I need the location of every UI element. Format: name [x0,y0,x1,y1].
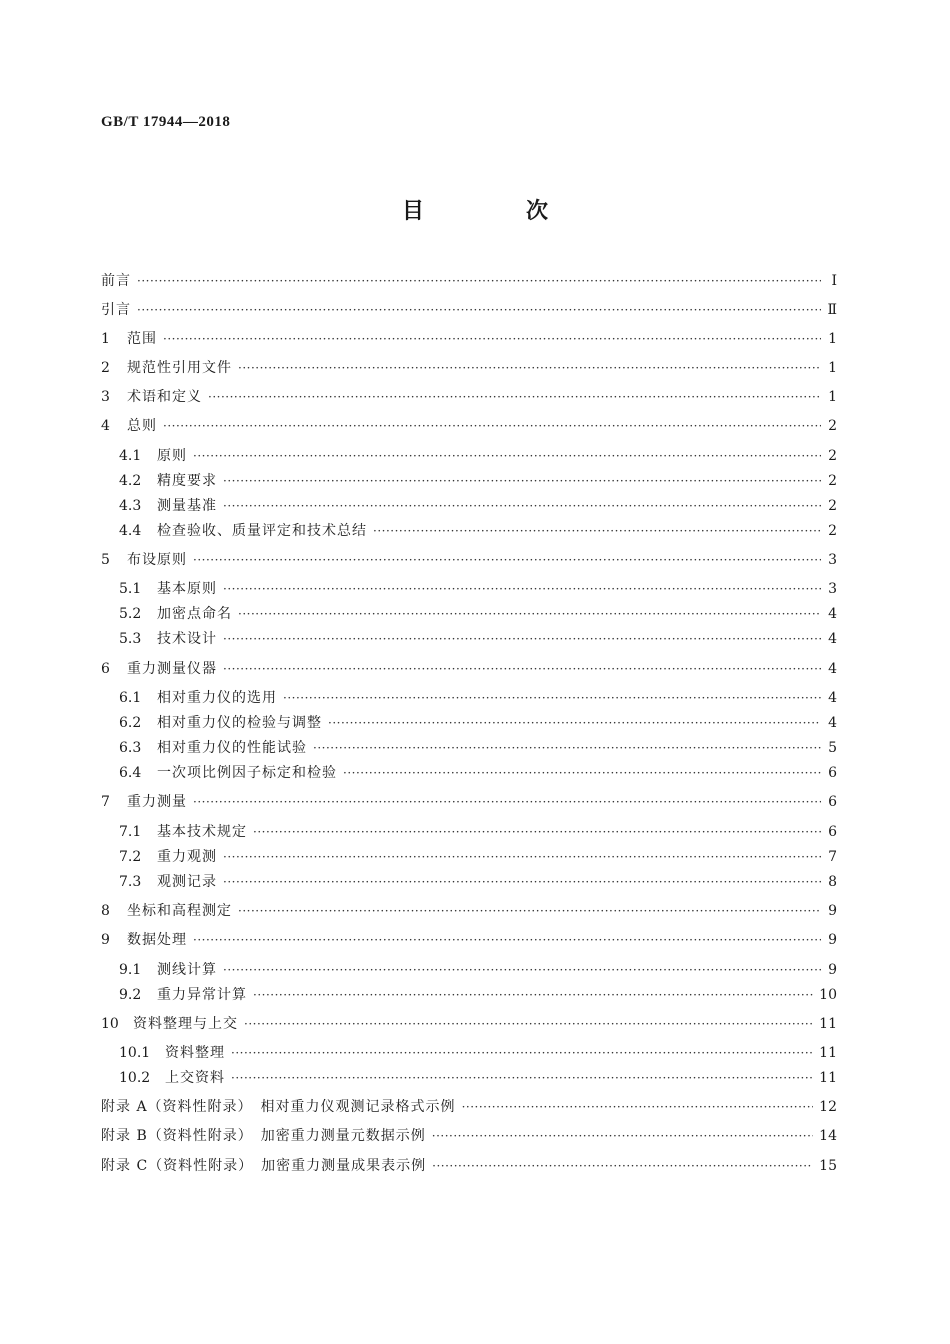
toc-entry-page: 14 [819,1128,837,1144]
toc-entry-page: 7 [828,849,837,865]
toc-entry-number: 5.3 [119,631,142,647]
toc-entry[interactable] [119,578,837,600]
toc-entry-title: 加密点命名 [157,606,232,622]
toc-entry[interactable] [101,549,837,571]
toc-entry[interactable] [101,929,837,951]
toc-entry-title: 重力测量仪器 [127,661,217,677]
toc-dot-leader [163,328,821,350]
toc-entry-title: 相对重力仪的选用 [157,690,277,706]
toc-entry-number: 5 [101,552,110,568]
toc-dot-leader [223,495,821,517]
toc-dot-leader [193,445,821,467]
toc-entry[interactable] [101,270,837,292]
toc-entry-title: 技术设计 [157,631,217,647]
toc-entry-title: 测量基准 [157,498,217,514]
toc-entry[interactable] [101,299,837,321]
toc-entry-title: 观测记录 [157,874,217,890]
toc-dot-leader [238,603,821,625]
toc-entry-title: 检查验收、质量评定和技术总结 [157,523,367,539]
toc-dot-leader [238,357,821,379]
toc-entry-number: 1 [101,331,110,347]
toc-dot-leader [223,578,821,600]
toc-entry[interactable] [119,871,837,893]
toc-dot-leader [223,628,821,650]
toc-dot-leader [193,791,821,813]
toc-entry-number: 6.2 [119,715,142,731]
toc-entry-page: 9 [828,903,837,919]
toc-entry[interactable] [119,762,837,784]
toc-entry-page: 4 [828,661,837,677]
toc-entry-title: 坐标和高程测定 [127,903,232,919]
toc-dot-leader [193,549,821,571]
toc-entry-page: 12 [819,1099,837,1115]
toc-dot-leader [223,470,821,492]
toc-entry-page: 6 [828,794,837,810]
toc-dot-leader [223,658,821,680]
toc-entry-number: 7.2 [119,849,142,865]
toc-entry-title: 规范性引用文件 [127,360,232,376]
toc-entry-page: 1 [828,360,837,376]
toc-entry-number: 6.3 [119,740,142,756]
toc-dot-leader [313,737,821,759]
toc-entry-number: 4 [101,418,110,434]
toc-entry-title: 相对重力仪的检验与调整 [157,715,322,731]
toc-entry-title: 重力观测 [157,849,217,865]
toc-entry-number: 4.3 [119,498,142,514]
toc-entry-number: 3 [101,389,110,405]
toc-title: 目 次 [401,198,588,224]
toc-dot-leader [343,762,821,784]
toc-entry-number: 7.1 [119,824,142,840]
toc-entry[interactable] [101,1013,837,1035]
toc-entry-title: 重力异常计算 [157,987,247,1003]
toc-entry[interactable] [119,1042,837,1064]
toc-entry-number: 4.2 [119,473,142,489]
toc-entry-page: 2 [828,448,837,464]
toc-entry-page: 3 [828,552,837,568]
toc-entry[interactable] [119,495,837,517]
toc-entry[interactable] [119,603,837,625]
toc-entry-page: 3 [828,581,837,597]
toc-entry-title: 数据处理 [127,932,187,948]
toc-entry-number: 10 [101,1016,119,1032]
toc-entry[interactable] [101,328,837,350]
toc-entry-number: 10.2 [119,1070,151,1086]
toc-entry-number: 2 [101,360,110,376]
toc-entry-number: 9 [101,932,110,948]
toc-entry-number: 7 [101,794,110,810]
toc-entry[interactable] [119,520,837,542]
toc-entry-number: 6 [101,661,110,677]
toc-entry-title: 相对重力仪的性能试验 [157,740,307,756]
toc-entry-number: 8 [101,903,110,919]
toc-entry[interactable] [101,658,837,680]
toc-entry[interactable] [101,1125,837,1147]
toc-entry[interactable] [119,846,837,868]
toc-entry-title: 范围 [127,331,157,347]
toc-dot-leader [137,299,821,321]
toc-entry-page: 1 [828,331,837,347]
toc-entry-page: 10 [819,987,837,1003]
toc-entry-number: 5.1 [119,581,142,597]
toc-entry[interactable] [119,984,837,1006]
toc-dot-leader [253,984,813,1006]
toc-entry[interactable] [119,470,837,492]
toc-entry-title: 基本技术规定 [157,824,247,840]
toc-entry-title: 测线计算 [157,962,217,978]
toc-entry-title: 术语和定义 [127,389,202,405]
toc-entry-page: 2 [828,498,837,514]
toc-entry-title: 上交资料 [165,1070,225,1086]
toc-entry-page: Ⅰ [831,273,837,289]
toc-entry-title: 引言 [101,302,131,318]
toc-entry-page: 9 [828,932,837,948]
toc-entry-title: 资料整理与上交 [133,1016,238,1032]
toc-dot-leader [231,1042,813,1064]
toc-entry-title: 布设原则 [127,552,187,568]
toc-entry-page: 2 [828,523,837,539]
toc-entry-number: 5.2 [119,606,142,622]
toc-entry-title: 一次项比例因子标定和检验 [157,765,337,781]
toc-entry-title: 基本原则 [157,581,217,597]
toc-dot-leader [231,1067,813,1089]
toc-entry-page: 6 [828,765,837,781]
toc-entry-page: 1 [828,389,837,405]
toc-dot-leader [462,1096,814,1118]
toc-entry-page: 4 [828,715,837,731]
toc-entry[interactable] [119,1067,837,1089]
toc-entry[interactable] [101,357,837,379]
toc-dot-leader [244,1013,813,1035]
toc-dot-leader [283,687,821,709]
toc-dot-leader [223,959,821,981]
toc-entry-number: 6.1 [119,690,142,706]
toc-entry-number: 9.1 [119,962,142,978]
toc-entry-page: 11 [819,1045,837,1061]
toc-entry-number: 9.2 [119,987,142,1003]
toc-entry-page: Ⅱ [827,302,837,318]
toc-entry-number: 6.4 [119,765,142,781]
toc-entry-page: 4 [828,690,837,706]
toc-dot-leader [373,520,821,542]
toc-entry-number: 10.1 [119,1045,151,1061]
toc-entry[interactable] [119,712,837,734]
toc-entry[interactable] [119,687,837,709]
toc-dot-leader [238,900,821,922]
toc-entry-title: 附录 B（资料性附录） 加密重力测量元数据示例 [101,1128,426,1144]
toc-entry-title: 资料整理 [165,1045,225,1061]
toc-dot-leader [328,712,821,734]
toc-entry[interactable] [119,959,837,981]
toc-dot-leader [253,821,821,843]
toc-entry-page: 15 [819,1158,837,1174]
toc-dot-leader [193,929,821,951]
toc-entry-page: 2 [828,418,837,434]
toc-entry-number: 4.4 [119,523,142,539]
toc-entry[interactable] [101,900,837,922]
toc-entry[interactable] [119,821,837,843]
toc-entry-page: 6 [828,824,837,840]
toc-dot-leader [208,386,821,408]
toc-entry-page: 9 [828,962,837,978]
toc-dot-leader [223,846,821,868]
toc-entry[interactable] [101,1155,837,1177]
toc-entry-title: 精度要求 [157,473,217,489]
toc-dot-leader [223,871,821,893]
toc-entry-title: 原则 [157,448,187,464]
toc-entry-title: 总则 [127,418,157,434]
toc-entry-title: 附录 C（资料性附录） 加密重力测量成果表示例 [101,1158,427,1174]
toc-entry-number: 7.3 [119,874,142,890]
toc-entry[interactable] [119,445,837,467]
toc-entry-title: 前言 [101,273,131,289]
toc-entry-page: 4 [828,631,837,647]
toc-dot-leader [137,270,821,292]
toc-entry[interactable] [119,737,837,759]
toc-entry-page: 11 [819,1070,837,1086]
toc-entry[interactable] [101,415,837,437]
toc-entry-page: 4 [828,606,837,622]
toc-entry-title: 附录 A（资料性附录） 相对重力仪观测记录格式示例 [101,1099,456,1115]
toc-entry-page: 11 [819,1016,837,1032]
toc-entry-page: 5 [828,740,837,756]
toc-entry[interactable] [101,386,837,408]
toc-entry[interactable] [119,628,837,650]
toc-dot-leader [163,415,821,437]
toc-entry[interactable] [101,791,837,813]
standard-code: GB/T 17944—2018 [101,114,231,130]
toc-entry-page: 8 [828,874,837,890]
toc-dot-leader [432,1125,813,1147]
toc-entry-title: 重力测量 [127,794,187,810]
toc-dot-leader [432,1155,813,1177]
toc-entry-page: 2 [828,473,837,489]
toc-entry[interactable] [101,1096,837,1118]
toc-entry-number: 4.1 [119,448,142,464]
